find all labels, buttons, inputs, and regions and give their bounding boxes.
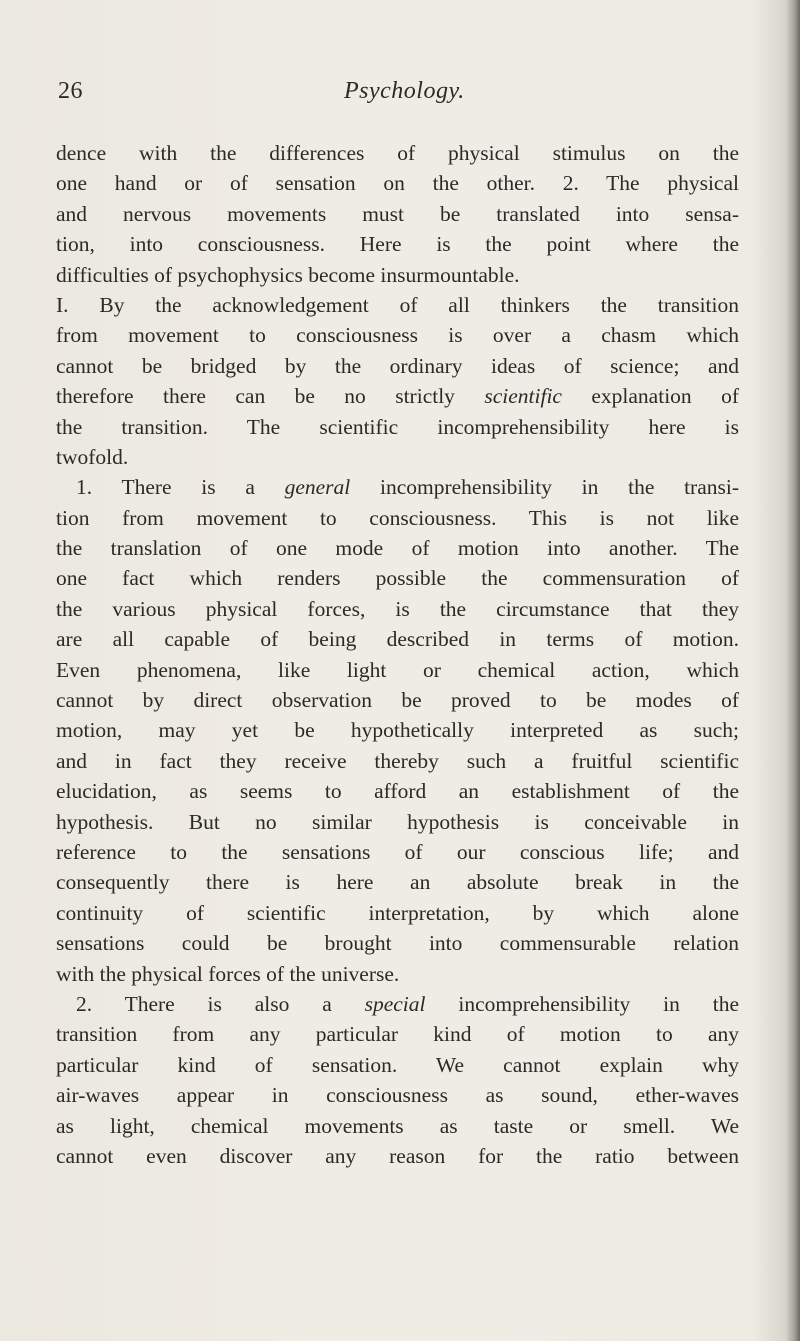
text-line: the translation of one mode of motion into another. The [56, 536, 739, 561]
text-line: tion from movement to consciousness. This is not like [56, 505, 739, 530]
body-text [56, 138, 739, 1171]
text-line: cannot even discover any reason for the ratio between [56, 1143, 739, 1168]
page-header [58, 78, 738, 112]
text-line: particular kind of sensation. We cannot explain why [56, 1052, 739, 1077]
text-line [56, 989, 739, 1019]
text-line: tion, into consciousness. Here is the point where the [56, 232, 739, 257]
text-segment: explanation of [561, 384, 739, 409]
emphasized-word: general [284, 475, 351, 500]
page-number: 26 [58, 78, 83, 104]
text-segment: 2. There is also a [76, 991, 365, 1016]
text-line: continuity of scientific interpretation, by which alone [56, 900, 739, 925]
text-line: the various physical forces, is the circumstance that they [56, 596, 739, 621]
text-segment: incomprehensibility in the [425, 991, 739, 1016]
text-line: air-waves appear in consciousness as sound, ether-waves [56, 1083, 739, 1108]
text-line: dence with the differences of physical stimulus on the [56, 141, 739, 165]
text-line: one hand or of sensation on the other. 2. The physical [56, 171, 739, 196]
text-line: from movement to consciousness is over a chasm which [56, 323, 739, 348]
text-line: reference to the sensations of our conscious life; and [56, 839, 739, 864]
emphasized-word: scientific [484, 384, 562, 409]
text-line [56, 381, 739, 411]
text-line: are all capable of being described in terms of motion. [56, 627, 739, 652]
text-line: and in fact they receive thereby such a fruitful scientific [56, 748, 739, 773]
text-line: motion, may yet be hypothetically interpreted as such; [56, 718, 739, 743]
text-line: twofold. [56, 444, 129, 469]
text-segment: therefore there can be no strictly [56, 384, 485, 409]
text-line: the transition. The scientific incomprehensibility here is [56, 414, 739, 439]
text-line: consequently there is here an absolute break in the [56, 870, 739, 895]
text-line: sensations could be brought into commensurable relation [56, 931, 739, 956]
text-line: transition from any particular kind of motion to any [56, 1022, 739, 1047]
text-line [56, 472, 739, 502]
text-line: as light, chemical movements as taste or smell. We [56, 1113, 739, 1138]
text-segment: 1. There is a [76, 475, 285, 500]
text-line: with the physical forces of the universe. [56, 961, 400, 986]
text-line: cannot be bridged by the ordinary ideas of science; and [56, 353, 739, 378]
text-segment: incomprehensibility in the transi- [350, 475, 740, 500]
text-line: hypothesis. But no similar hypothesis is conceivable in [56, 809, 739, 834]
text-line: cannot by direct observation be proved to be modes of [56, 688, 739, 713]
text-line: and nervous movements must be translated into sensa- [56, 201, 739, 226]
emphasized-word: special [364, 991, 426, 1016]
text-line: I. By the acknowledgement of all thinkers the transition [56, 292, 739, 317]
text-line: difficulties of psychophysics become insurmountable. [56, 262, 520, 287]
page-edge-shadow [786, 0, 800, 1341]
running-head: Psychology. [344, 78, 465, 104]
text-line: one fact which renders possible the commensuration of [56, 566, 739, 591]
text-line: elucidation, as seems to afford an establishment of the [56, 779, 739, 804]
text-line: Even phenomena, like light or chemical action, which [56, 657, 739, 682]
